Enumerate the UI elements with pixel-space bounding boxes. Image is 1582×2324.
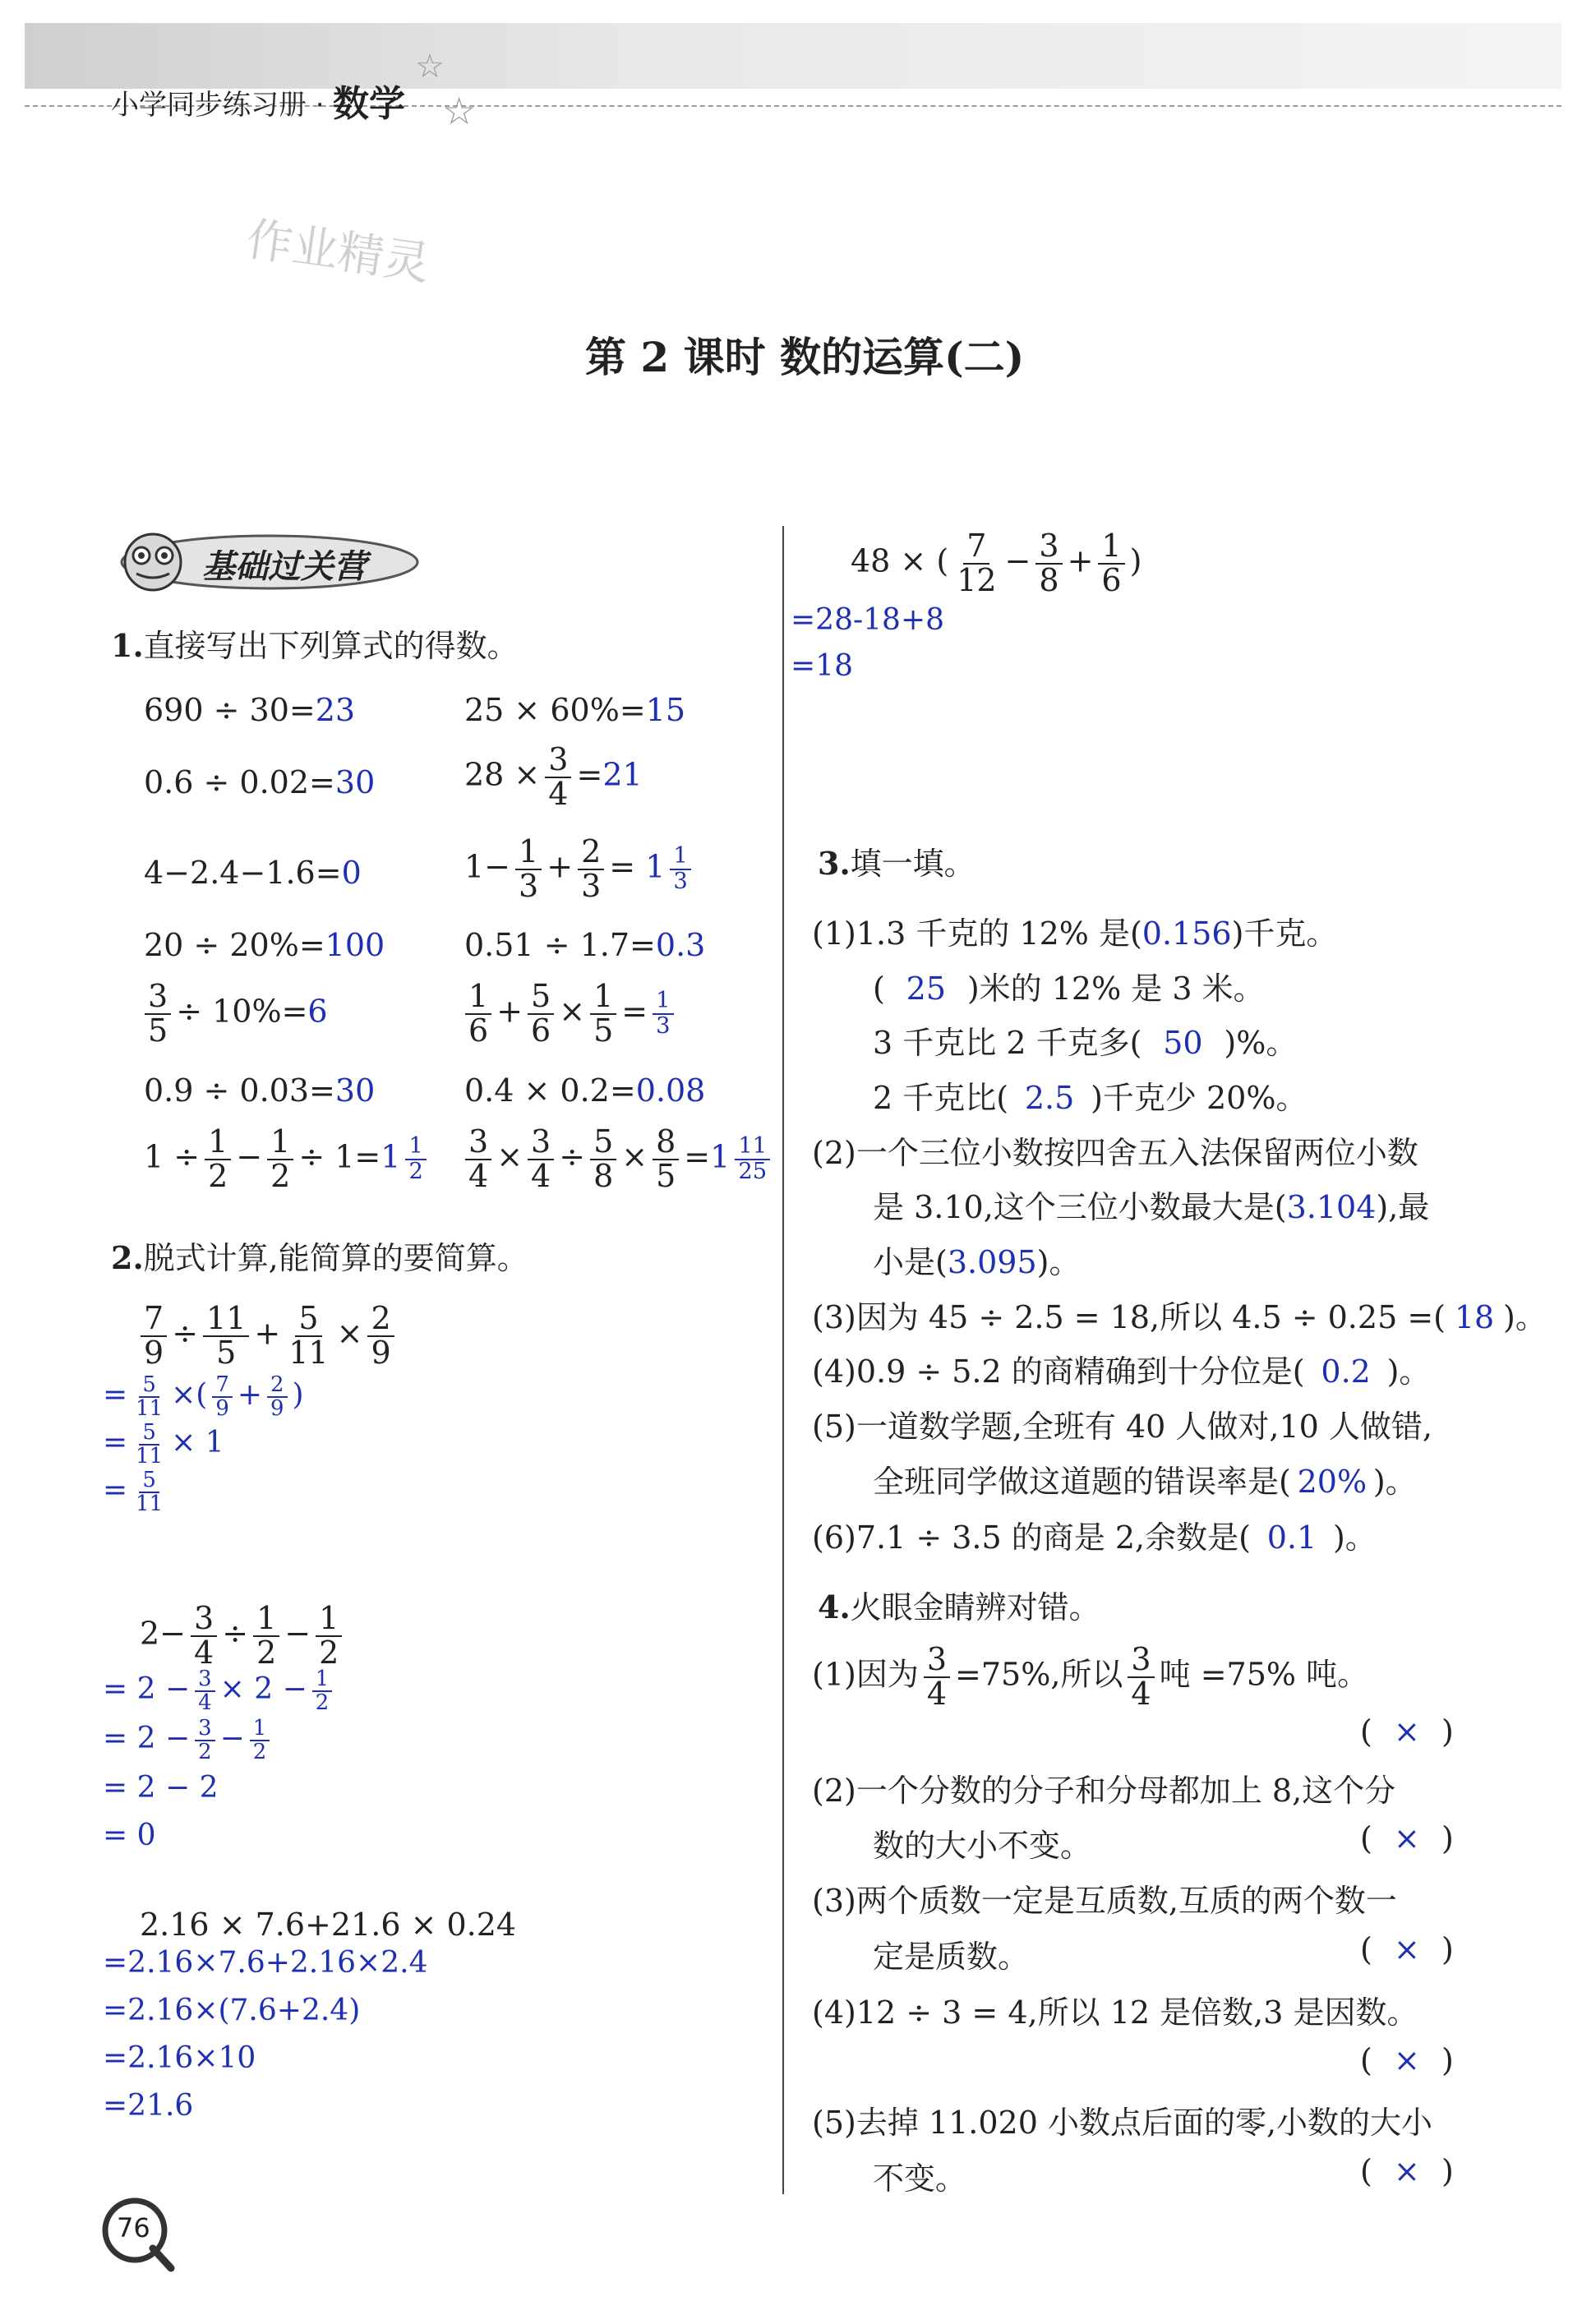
q2-p4-step-2: =18 <box>791 649 853 683</box>
star-icon: ☆ <box>415 48 445 85</box>
q2-p3-step-4: =21.6 <box>103 2089 194 2123</box>
q1-item-5: 4−2.4−1.6=0 <box>144 855 362 891</box>
q2-p4-step-1: =28-18+8 <box>791 603 945 637</box>
section-badge <box>113 533 426 592</box>
q1-item-13: 1 ÷ $\frac{1}{2}$ − $\frac{1}{2}$ ÷ 1=1 $\frac{1}{2}$ <box>144 1126 431 1193</box>
q4-item-5-mark: ( × ) <box>1360 2153 1454 2189</box>
book-title: 小学同步练习册 · <box>111 89 325 122</box>
lesson-title: 第 2 课时 数的运算(二) <box>585 333 1025 381</box>
q3-line-8: (3)因为 45 ÷ 2.5 = 18,所以 4.5 ÷ 0.25 =( 18 )。 <box>812 1299 1547 1335</box>
q1-item-1: 690 ÷ 30=23 <box>144 692 356 728</box>
q4-item-3-line2: 定是质数。 <box>873 1939 1030 1975</box>
q1-item-14: $\frac{3}{4}$ × $\frac{3}{4}$ ÷ $\frac{5}{8}$ × $\frac{8}{5}$ =1 $\frac{11}{25}$ <box>460 1126 775 1193</box>
q4-item-5-line2: 不变。 <box>873 2160 967 2197</box>
q4-item-1: (1)因为 $\frac{3}{4}$ =75%,所以 $\frac{3}{4}$ 吨 =75% 吨。 <box>812 1641 1369 1712</box>
q2-p2-step-4: = 0 <box>103 1819 156 1852</box>
q3-line-9: (4)0.9 ÷ 5.2 的商精确到十分位是( 0.2 )。 <box>812 1353 1431 1390</box>
q3-line-11: 全班同学做这道题的错误率是( 20% )。 <box>873 1464 1417 1500</box>
page-number: 76 <box>117 2212 150 2243</box>
header-band <box>25 23 1561 89</box>
q3-line-2: ( 25 )米的 12% 是 3 米。 <box>873 971 1265 1007</box>
q2-title: 2.脱式计算,能简算的要简算。 <box>111 1239 528 1276</box>
q2-p3-step-3: =2.16×10 <box>103 2041 256 2075</box>
q4-item-2-mark: ( × ) <box>1360 1820 1454 1856</box>
q4-item-4: (4)12 ÷ 3 = 4,所以 12 是倍数,3 是因数。 <box>812 1994 1418 2031</box>
page-number-badge <box>99 2194 178 2273</box>
q4-item-2: (2)一个分数的分子和分母都加上 8,这个分 <box>812 1773 1396 1809</box>
q2-p2-expr: 2− $\frac{3}{4}$ ÷ $\frac{1}{2}$ − $\frac{1}{2}$ <box>140 1602 347 1670</box>
q4-item-5: (5)去掉 11.020 小数点后面的零,小数的大小 <box>812 2105 1433 2141</box>
q3-line-7: 小是(3.095)。 <box>873 1244 1081 1280</box>
q1-item-9: $\frac{3}{5}$ ÷ 10%=6 <box>140 980 328 1048</box>
q4-item-3: (3)两个质数一定是互质数,互质的两个数一 <box>812 1883 1397 1919</box>
q1-item-10: $\frac{1}{6}$ + $\frac{5}{6}$ × $\frac{1}{5}$ = $\frac{1}{3}$ <box>460 980 679 1048</box>
q3-line-3: 3 千克比 2 千克多( 50 )%。 <box>873 1025 1298 1061</box>
q3-line-4: 2 千克比( 2.5 )千克少 20%。 <box>873 1080 1308 1116</box>
q2-p2-step-3: = 2 − 2 <box>103 1771 219 1805</box>
q1-item-12: 0.4 × 0.2=0.08 <box>464 1072 706 1109</box>
q2-p3-step-1: =2.16×7.6+2.16×2.4 <box>103 1946 428 1980</box>
star-icon: ☆ <box>442 89 477 133</box>
section-badge-label: 基础过关营 <box>202 548 367 586</box>
q2-p2-step-2: = 2 − $\frac{3}{2}$ − $\frac{1}{2}$ <box>103 1718 274 1764</box>
q3-title: 3.填一填。 <box>818 845 975 882</box>
q1-item-7: 20 ÷ 20%=100 <box>144 927 385 963</box>
q2-p1-step-3: = $\frac{5}{11}$ <box>103 1468 164 1517</box>
q2-p1-expr: $\frac{7}{9}$ ÷ $\frac{11}{5}$ + $\frac{5}{11}$ × $\frac{2}{9}$ <box>136 1303 399 1370</box>
q3-line-1: (1)1.3 千克的 12% 是(0.156)千克。 <box>812 915 1338 952</box>
q2-p1-step-2: = $\frac{5}{11}$ × 1 <box>103 1420 224 1469</box>
q1-item-4: 28 × $\frac{3}{4}$ =21 <box>464 741 643 812</box>
q3-line-10: (5)一道数学题,全班有 40 人做对,10 人做错, <box>812 1409 1433 1445</box>
q3-line-6: 是 3.10,这个三位小数最大是(3.104),最 <box>873 1189 1430 1225</box>
q1-item-6: 1− $\frac{1}{3}$ + $\frac{2}{3}$ = 1 $\frac{1}{3}$ <box>464 836 696 903</box>
q2-p3-expr: 2.16 × 7.6+21.6 × 0.24 <box>140 1907 517 1943</box>
q1-item-8: 0.51 ÷ 1.7=0.3 <box>464 927 706 963</box>
q4-item-2-line2: 数的大小不变。 <box>873 1828 1092 1864</box>
q4-item-4-mark: ( × ) <box>1360 2042 1454 2078</box>
q2-p4-expr: 48 × ( $\frac{7}{12}$ − $\frac{3}{8}$ + $\frac{1}{6}$ ) <box>851 528 1142 598</box>
q1-item-3: 0.6 ÷ 0.02=30 <box>144 764 376 800</box>
q1-title: 1.直接写出下列算式的得数。 <box>111 627 519 664</box>
q2-p1-step-1: = $\frac{5}{11}$ ×( $\frac{7}{9}$ + $\frac{2}{9}$ ) <box>103 1372 304 1422</box>
q1-item-2: 25 × 60%=15 <box>464 692 686 728</box>
watermark: 作业精灵 <box>242 212 433 292</box>
q4-item-3-mark: ( × ) <box>1360 1931 1454 1967</box>
q2-p2-step-1: = 2 − $\frac{3}{4}$ × 2 − $\frac{1}{2}$ <box>103 1668 337 1714</box>
q3-line-12: (6)7.1 ÷ 3.5 的商是 2,余数是( 0.1 )。 <box>812 1519 1377 1556</box>
subject-title: 数学 <box>333 83 405 125</box>
q1-item-11: 0.9 ÷ 0.03=30 <box>144 1072 376 1109</box>
column-divider <box>782 526 784 2194</box>
q4-item-1-mark: ( × ) <box>1360 1713 1454 1750</box>
q2-p3-step-2: =2.16×(7.6+2.4) <box>103 1994 361 2027</box>
q3-line-5: (2)一个三位小数按四舍五入法保留两位小数 <box>812 1135 1418 1171</box>
q4-title: 4.火眼金睛辨对错。 <box>818 1589 1100 1625</box>
